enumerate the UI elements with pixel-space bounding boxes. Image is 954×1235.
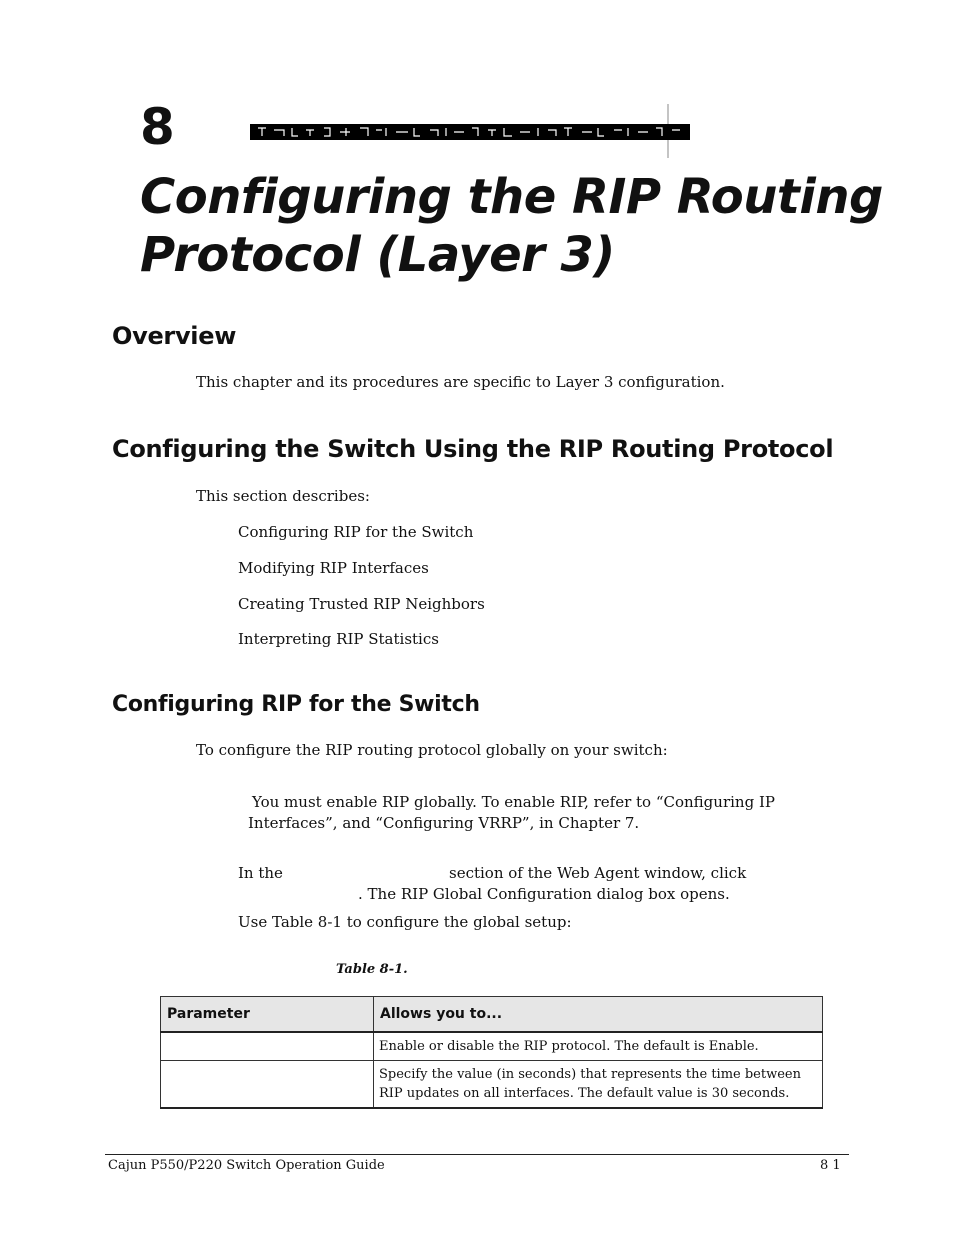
list-item: Modifying RIP Interfaces	[238, 559, 429, 577]
desc-line: Enable or disable the RIP protocol. The default is Enable.	[379, 1039, 759, 1054]
column-header-allows: Allows you to...	[374, 997, 823, 1033]
step1-part2: section of the Web Agent window, click	[449, 864, 747, 882]
list-item: Creating Trusted RIP Neighbors	[238, 595, 485, 613]
step1-part1: In the	[238, 864, 283, 882]
rip-section-heading: Configuring RIP for the Switch	[112, 692, 480, 717]
page-number: 8 1	[820, 1158, 841, 1173]
footer-rule	[105, 1154, 849, 1155]
desc-line: Specify the value (in seconds) that represents the time between	[379, 1067, 801, 1082]
rip-section-intro: To configure the RIP routing protocol globally on your switch:	[196, 741, 668, 759]
table-cell-param	[161, 1061, 374, 1109]
step1-line2: . The RIP Global Configuration dialog box opens.	[358, 885, 730, 903]
list-item: Interpreting RIP Statistics	[238, 630, 439, 648]
table-cell-desc	[374, 1061, 823, 1109]
overview-text: This chapter and its procedures are specific to Layer 3 configuration.	[196, 373, 725, 391]
list-item: Configuring RIP for the Switch	[238, 523, 474, 541]
table-header-row	[161, 997, 823, 1033]
note-line2: Interfaces”, and “Configuring VRRP”, in Chapter 7.	[248, 814, 640, 832]
chapter-title	[140, 168, 900, 284]
step2: Use Table 8-1 to configure the global setup:	[238, 913, 572, 931]
switch-section-intro: This section describes:	[196, 487, 370, 505]
table-cell-desc	[374, 1032, 823, 1061]
table-cell-param	[161, 1032, 374, 1061]
chapter-decorative-bar	[248, 104, 698, 158]
parameter-table	[160, 996, 823, 1109]
chapter-title-line2: Protocol (Layer 3)	[140, 227, 615, 283]
overview-heading: Overview	[112, 322, 237, 350]
desc-line: RIP updates on all interfaces. The default value is 30 seconds.	[379, 1086, 790, 1101]
chapter-title-line1: Configuring the RIP Routing	[140, 169, 883, 225]
table-row	[161, 1061, 823, 1109]
switch-section-heading: Configuring the Switch Using the RIP Routing Protocol	[112, 435, 834, 463]
footer-title: Cajun P550/P220 Switch Operation Guide	[108, 1158, 385, 1173]
table-caption: Table 8-1.	[336, 962, 408, 977]
note-line1: You must enable RIP globally. To enable RIP, refer to “Configuring IP	[252, 793, 775, 811]
chapter-number: 8	[140, 98, 175, 156]
column-header-parameter: Parameter	[161, 997, 374, 1033]
table-row	[161, 1032, 823, 1061]
